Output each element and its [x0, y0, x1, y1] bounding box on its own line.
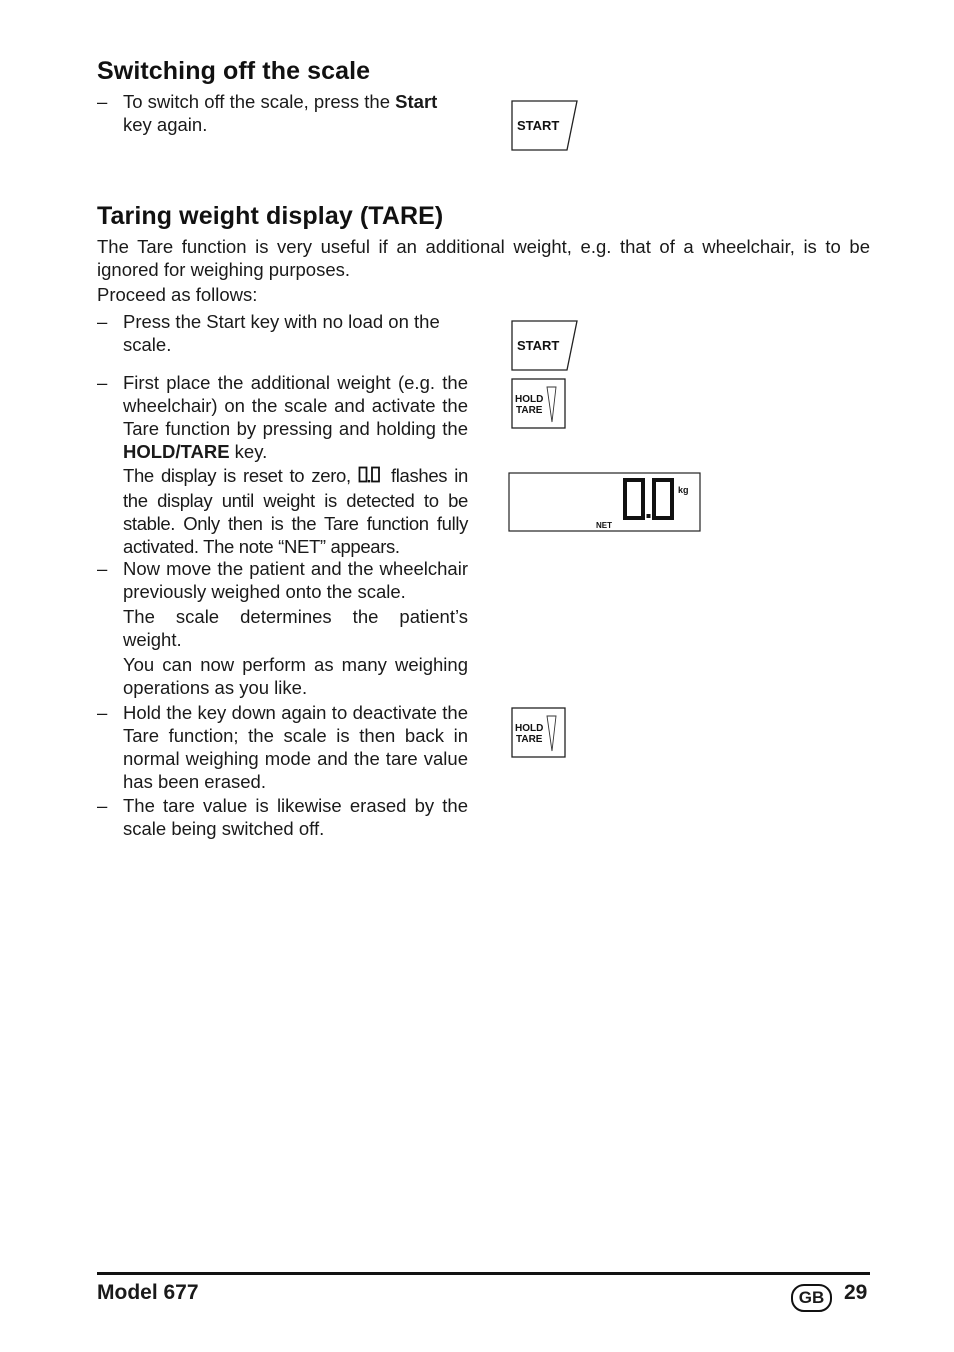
footer-divider: [97, 1272, 870, 1275]
start-key-illustration: [511, 100, 579, 152]
hold-label: HOLD: [515, 723, 544, 734]
scale-lcd-display: [508, 472, 702, 534]
section-title-switching-off: Switching off the scale: [97, 57, 371, 85]
hold-tare-key-illustration: [511, 378, 567, 430]
tare-label: TARE: [516, 405, 543, 416]
list-bullet: –: [97, 558, 108, 579]
instruction-switch-off: To switch off the scale, press the Start key again.: [123, 91, 438, 135]
proceed-label: Proceed as follows:: [97, 284, 258, 305]
hold-label: HOLD: [515, 394, 544, 405]
page-number: 29: [844, 1281, 868, 1304]
instruction-deactivate-tare: Hold the key down again to deactivate the Tare function; the scale is then back in normal weighing mode and the tare value has been erased.: [123, 702, 468, 792]
display-net-label: NET: [596, 521, 612, 530]
instruction-weighing-ops-note: You can now perform as many weighing operations as you like.: [123, 654, 468, 698]
start-key-label: START: [517, 338, 560, 353]
display-unit: kg: [678, 485, 689, 495]
footer-model-name: Model 677: [97, 1281, 199, 1304]
list-bullet: –: [97, 372, 108, 393]
instruction-move-patient: Now move the patient and the wheelchair previously weighed onto the scale.: [123, 558, 468, 602]
hold-tare-key-illustration: [511, 707, 567, 759]
list-bullet: –: [97, 91, 108, 112]
list-bullet: –: [97, 795, 108, 816]
instruction-press-start: Press the Start key with no load on the scale.: [123, 311, 440, 355]
instruction-display-reset-note: The display is reset to zero, flashes in the display until weight is detected to be stable. Only then is the Tare function fully activated. The note “NET” appears.: [123, 465, 468, 557]
list-bullet: –: [97, 311, 108, 332]
instruction-activate-tare: First place the additional weight (e.g. the wheelchair) on the scale and activate the Tare function by pressing and holding the HOLD/TARE key.: [123, 372, 468, 462]
list-bullet: –: [97, 702, 108, 723]
language-badge: GB: [791, 1284, 832, 1312]
lcd-zero-glyph: [358, 466, 384, 489]
tare-intro-paragraph: The Tare function is very useful if an additional weight, e.g. that of a wheelchair, is to be ignored for weighing purposes.: [97, 236, 870, 280]
start-key-label: START: [517, 118, 560, 133]
start-key-illustration: [511, 320, 579, 372]
instruction-tare-erased: The tare value is likewise erased by the scale being switched off.: [123, 795, 468, 839]
section-title-taring: Taring weight display (TARE): [97, 202, 444, 230]
tare-label: TARE: [516, 734, 543, 745]
instruction-scale-determines-note: The scale determines the patient’s weight.: [123, 606, 468, 650]
